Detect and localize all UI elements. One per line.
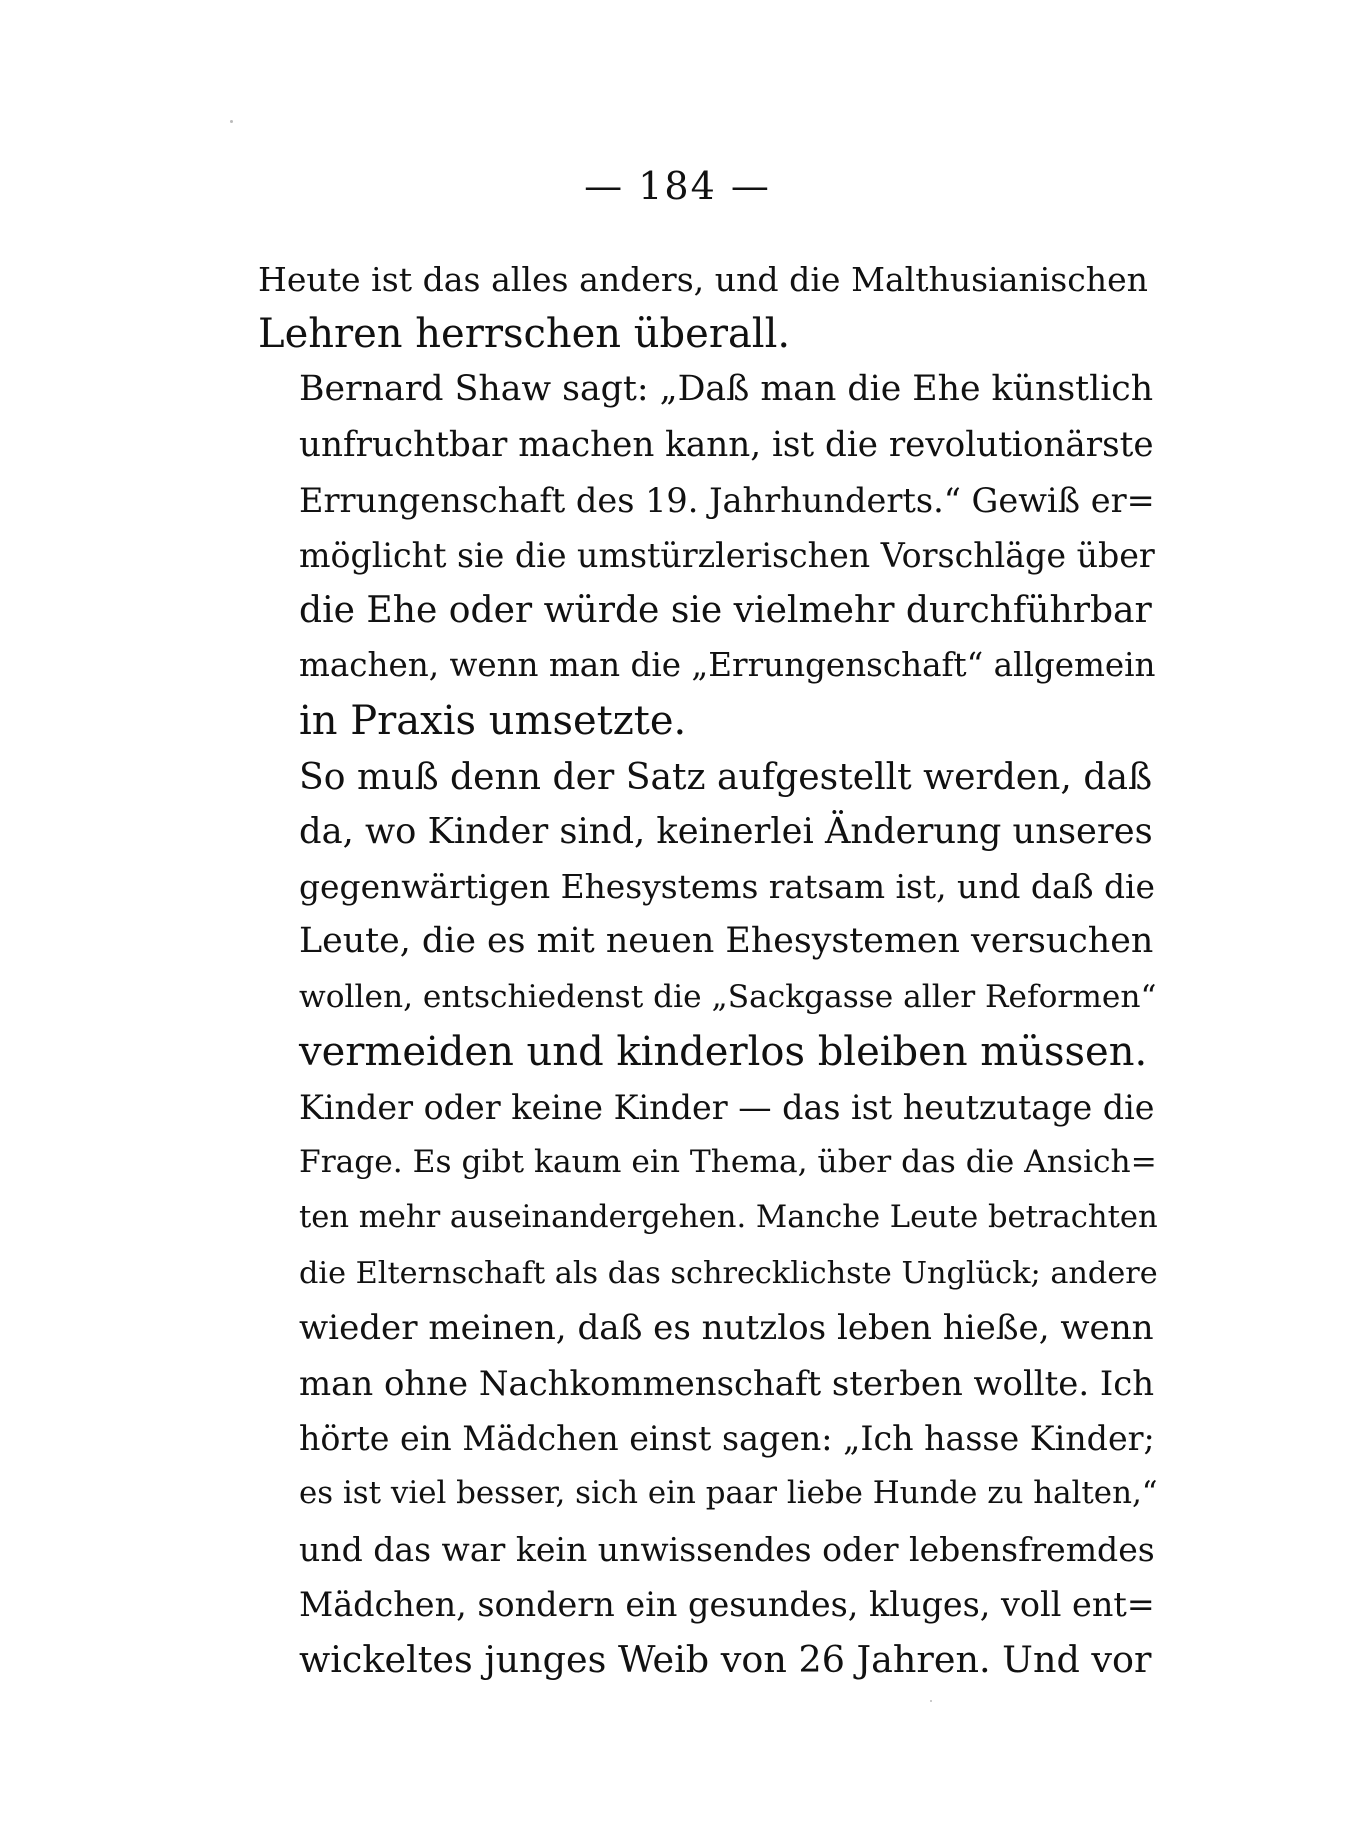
text-line: Mädchen, sondern ein gesundes, kluges, voll ent= [299,1584,1155,1624]
text-line: Errungenschaft des 19. Jahrhunderts.“ Gewiß er= [299,480,1155,520]
body-text [258,252,1158,1687]
text-line: die Ehe oder würde sie vielmehr durchführbar [299,589,1152,632]
paragraph-4 [258,1080,1158,1687]
text-line: Lehren herrschen überall. [258,311,791,358]
text-line: und das war kein unwissendes oder lebensfremdes [299,1529,1155,1569]
text-line: So muß denn der Satz aufgestellt werden, daß [299,754,1153,798]
text-line: Heute ist das alles anders, und die Malthusianischen [258,260,1148,299]
text-line: gegenwärtigen Ehesystems ratsam ist, und daß die [299,867,1156,907]
text-line: die Elternschaft als das schrecklichste Unglück; andere [299,1255,1158,1291]
text-line: ten mehr auseinandergehen. Manche Leute betrachten [299,1200,1158,1236]
text-line: wieder meinen, daß es nutzlos leben hieße, wenn [299,1307,1154,1348]
paragraph-2 [258,362,1156,748]
text-line: unfruchtbar machen kann, ist die revolutionärste [299,424,1154,465]
paragraph-1 [258,252,1148,362]
text-line: hörte ein Mädchen einst sagen: „Ich hasse Kinder; [299,1419,1155,1459]
page-number: — 184 — [584,164,771,208]
paper-speck [230,120,233,123]
text-line: möglicht sie die umstürzlerischen Vorschläge über [299,536,1155,576]
text-line: Kinder oder keine Kinder — das ist heutzutage die [299,1088,1155,1128]
text-line: es ist viel besser, sich ein paar liebe Hunde zu halten,“ [299,1475,1158,1512]
text-line: Leute, die es mit neuen Ehesystemen versuchen [299,921,1154,962]
text-line: vermeiden und kinderlos bleiben müssen. [299,1028,1148,1075]
text-line: da, wo Kinder sind, keinerlei Änderung unseres [299,811,1153,853]
text-line: Frage. Es gibt kaum ein Thema, über das die Ansich= [299,1144,1157,1181]
text-line: machen, wenn man die „Errungenschaft“ allgemein [299,646,1156,685]
paper-speck [930,1700,932,1702]
text-line: in Praxis umsetzte. [299,697,687,744]
text-line: wollen, entschiedenst die „Sackgasse aller Reformen“ [299,978,1157,1015]
text-line: wickeltes junges Weib von 26 Jahren. Und vor [299,1638,1152,1682]
text-line: Bernard Shaw sagt: „Daß man die Ehe künstlich [299,369,1154,410]
paragraph-3 [258,749,1157,1080]
text-line: man ohne Nachkommenschaft sterben wollte. Ich [299,1364,1155,1404]
